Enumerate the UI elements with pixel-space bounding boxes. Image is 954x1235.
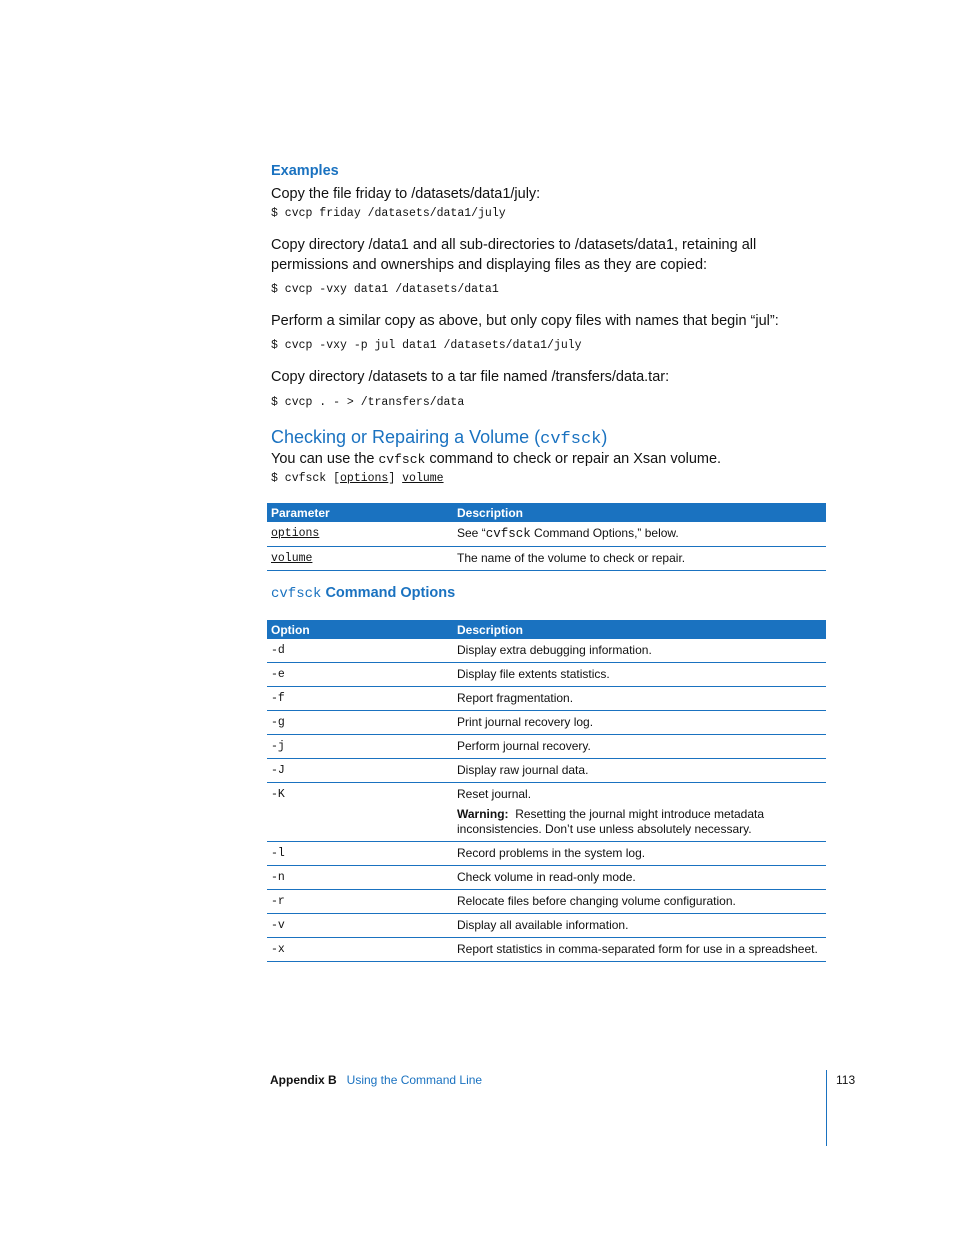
option-flag: -f — [267, 687, 453, 711]
option-flag: -x — [267, 938, 453, 962]
usage-cmd: $ cvfsck [ — [271, 472, 341, 485]
example-4-text: Copy directory /datasets to a tar file named /transfers/data.tar: — [271, 369, 670, 385]
option-desc: Report fragmentation. — [453, 687, 826, 711]
option-flag: -r — [267, 890, 453, 914]
table-row — [267, 759, 826, 783]
section-heading — [271, 427, 607, 449]
table-row — [267, 687, 826, 711]
intro-pre: You can use the — [271, 451, 379, 467]
usage-volume: volume — [402, 472, 444, 485]
header-option: Option — [267, 620, 453, 639]
intro-code: cvfsck — [378, 452, 426, 467]
table-row — [267, 663, 826, 687]
param-name: options — [267, 522, 453, 547]
header-description: Description — [453, 503, 826, 522]
options-heading-code: cvfsck — [271, 586, 322, 602]
example-4-code: $ cvcp . - > /transfers/data — [271, 396, 465, 409]
table-row — [267, 938, 826, 962]
option-flag: -v — [267, 914, 453, 938]
warning-note — [457, 807, 822, 837]
table-row — [267, 639, 826, 663]
examples-heading: Examples — [271, 163, 339, 179]
table-header — [267, 620, 826, 639]
table-row — [267, 547, 826, 571]
usage-line — [271, 472, 444, 485]
footer-divider — [826, 1070, 827, 1146]
param-desc-post: Command Options,” below. — [530, 526, 679, 540]
usage-mid: ] — [388, 472, 403, 485]
footer — [270, 1073, 482, 1087]
param-desc-code: cvfsck — [485, 527, 531, 541]
header-parameter: Parameter — [267, 503, 453, 522]
example-2-code: $ cvcp -vxy data1 /datasets/data1 — [271, 283, 499, 296]
table-row — [267, 711, 826, 735]
option-desc: Display all available information. — [453, 914, 826, 938]
param-desc — [453, 522, 826, 547]
table-row — [267, 735, 826, 759]
option-flag: -d — [267, 639, 453, 663]
option-desc: Print journal recovery log. — [453, 711, 826, 735]
section-heading-text: Checking or Repairing a Volume — [271, 427, 535, 447]
table-row — [267, 866, 826, 890]
options-table — [267, 620, 826, 962]
option-desc: Display extra debugging information. — [453, 639, 826, 663]
option-flag: -K — [267, 783, 453, 842]
intro-post: command to check or repair an Xsan volume. — [425, 451, 722, 467]
usage-options: options — [340, 472, 389, 485]
option-flag: -e — [267, 663, 453, 687]
example-2-text-line2: permissions and ownerships and displaying files as they are copied: — [271, 257, 708, 273]
example-3-code: $ cvcp -vxy -p jul data1 /datasets/data1/july — [271, 339, 582, 352]
header-description: Description — [453, 620, 826, 639]
parameter-table — [267, 503, 826, 571]
section-heading-code: cvfsck — [540, 430, 602, 449]
page-number: 113 — [836, 1073, 856, 1087]
table-row — [267, 842, 826, 866]
param-desc: The name of the volume to check or repair. — [453, 547, 826, 571]
table-header — [267, 503, 826, 522]
option-flag: -j — [267, 735, 453, 759]
option-desc: Display file extents statistics. — [453, 663, 826, 687]
footer-appendix-label: Appendix B — [270, 1073, 337, 1087]
option-desc — [453, 783, 826, 842]
option-desc-main: Reset journal. — [457, 787, 532, 801]
footer-chapter-link[interactable]: Using the Command Line — [346, 1073, 483, 1087]
options-heading — [271, 585, 455, 602]
option-desc: Relocate files before changing volume configuration. — [453, 890, 826, 914]
section-heading-paren-open: ( — [534, 427, 541, 447]
example-3-text: Perform a similar copy as above, but only copy files with names that begin “jul”: — [271, 313, 779, 329]
example-1-text: Copy the file friday to /datasets/data1/july: — [271, 186, 541, 202]
option-flag: -n — [267, 866, 453, 890]
option-desc: Perform journal recovery. — [453, 735, 826, 759]
option-flag: -l — [267, 842, 453, 866]
table-row — [267, 890, 826, 914]
param-desc-pre: See “ — [457, 526, 486, 540]
section-heading-paren-close: ) — [601, 427, 608, 447]
option-desc: Record problems in the system log. — [453, 842, 826, 866]
table-row — [267, 783, 826, 842]
warning-text: Resetting the journal might introduce metadata inconsistencies. Don’t use unless absolutely necessary. — [457, 807, 765, 836]
example-1-code: $ cvcp friday /datasets/data1/july — [271, 207, 506, 220]
option-flag: -g — [267, 711, 453, 735]
section-intro — [271, 449, 721, 470]
table-row — [267, 522, 826, 547]
param-name: volume — [267, 547, 453, 571]
option-desc: Report statistics in comma-separated form for use in a spreadsheet. — [453, 938, 826, 962]
warning-label: Warning: — [457, 807, 509, 821]
example-2-text-line1: Copy directory /data1 and all sub-directories to /datasets/data1, retaining all — [271, 237, 757, 253]
option-desc: Check volume in read-only mode. — [453, 866, 826, 890]
option-flag: -J — [267, 759, 453, 783]
options-heading-text: Command Options — [321, 585, 456, 601]
option-desc: Display raw journal data. — [453, 759, 826, 783]
table-row — [267, 914, 826, 938]
